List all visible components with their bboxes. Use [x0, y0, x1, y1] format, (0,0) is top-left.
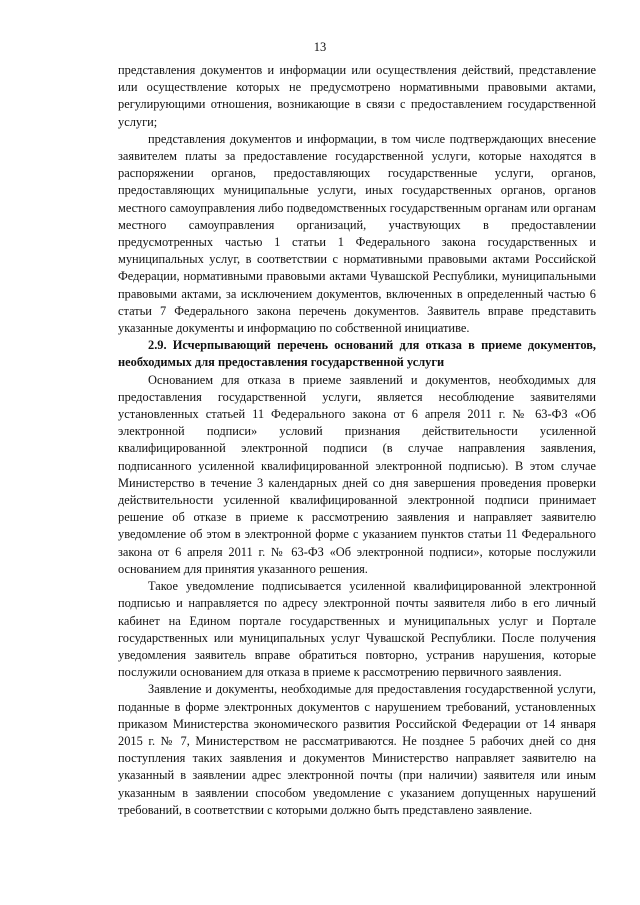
- page-number: 13: [313, 40, 327, 54]
- paragraph-notification: Такое уведомление подписывается усиленной квалифицированной электронной подписью и направляется по адресу электронной почты заявителя либо в его личный кабинет на Едином портале государственных и муниципальных услуг и Портале государственных или муниципальных услуг Чувашской Республики. После получения уведомления заявитель вправе обратиться повторно, устранив нарушения, которые послужили основанием для отказа в приеме к рассмотрению первичного заявления.: [118, 579, 596, 680]
- section-heading-2-9: 2.9. Исчерпывающий перечень оснований для отказа в приеме документов, необходимых для предоставления государственной услуги: [118, 338, 596, 370]
- paragraph-electronic-documents: Заявление и документы, необходимые для предоставления государственной услуги, поданные в форме электронных документов с нарушением требований, установленных приказом Министерства экономического развития Российской Федерации от 14 января 2015 г. № 7, Министерством не рассматриваются. Не позднее 5 рабочих дней со дня поступления таких заявления и документов Министерство направляет заявителю на указанный в заявлении адрес электронной почты (при наличии) заявителя или иным указанным в заявлении способом уведомление с указанием допущенных нарушений требований, в соответствии с которыми должно быть представлено заявление.: [118, 682, 596, 817]
- paragraph-list-item-1: представления документов и информации или осуществления действий, представление или осуществление которых не предусмотрено нормативными правовыми актами, регулирующими отношения, возникающие в связи с предоставлением государственной услуги;: [118, 63, 596, 129]
- paragraph-list-item-2: представления документов и информации, в том числе подтверждающих внесение заявителем платы за предоставление государственной услуги, которые находятся в распоряжении органов, предоставляющих государственные услуги, органов, предоставляющих муниципальные услуги, иных государственных органов, органов местного самоуправления либо подведомственных государственным органам или органам местного самоуправления организаций, участвующих в предоставлении предусмотренных частью 1 статьи 1 Федерального закона государственных и муниципальных услуг, в соответствии с нормативными правовыми актами Российской Федерации, нормативными правовыми актами Чувашской Республики, муниципальными правовыми актами, за исключением документов, включенных в определенный частью 6 статьи 7 Федерального закона перечень документов. Заявитель вправе представить указанные документы и информацию по собственной инициативе.: [118, 131, 596, 336]
- paragraph-grounds-for-refusal: Основанием для отказа в приеме заявлений и документов, необходимых для предоставления государственной услуги, является несоблюдение заявителями установленных статьей 11 Федерального закона от 6 апреля 2011 г. № 63-ФЗ «Об электронной подписи» условий признания действительности усиленной квалифицированной электронной подписи (в случае направления заявления, подписанного усиленной квалифицированной электронной подписью). В этом случае Министерство в течение 3 календарных дней со дня завершения проведения проверки действительности усиленной квалифицированной электронной подписи принимает решение об отказе в приеме к рассмотрению заявления и направляет заявителю уведомление об этом в электронной форме с указанием пунктов статьи 11 Федерального закона от 6 апреля 2011 г. № 63-ФЗ «Об электронной подписи», которые послужили основанием для принятия указанного решения.: [118, 372, 596, 576]
- document-body: [118, 62, 596, 819]
